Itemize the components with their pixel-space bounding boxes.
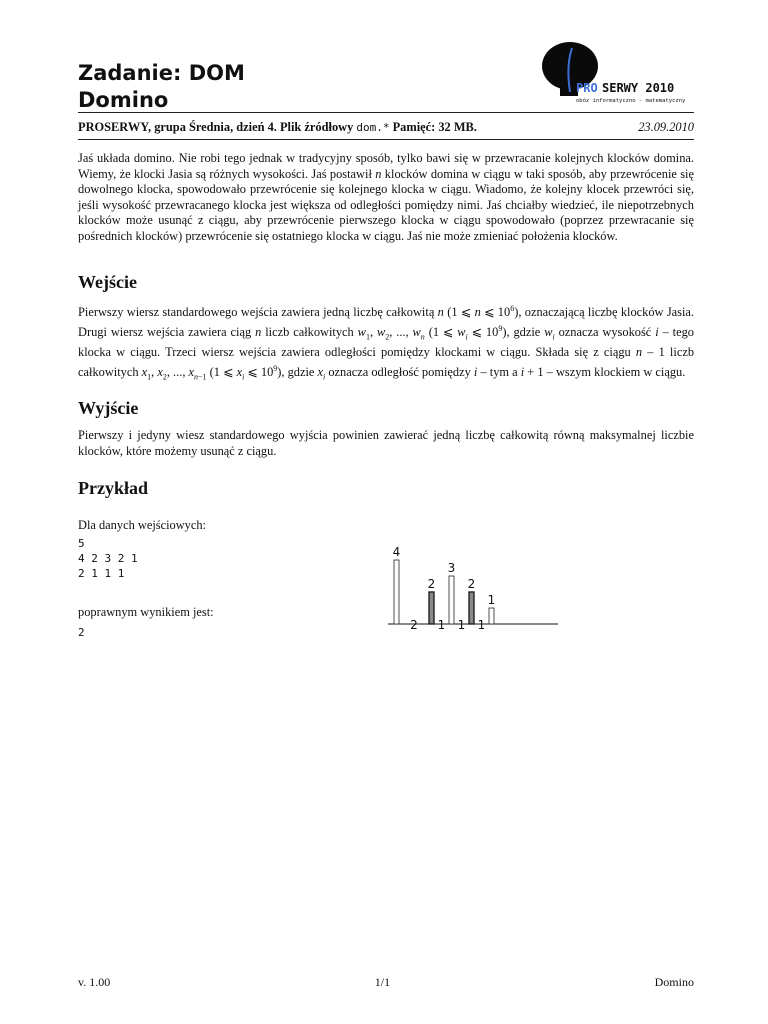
example-input-label: Dla danych wejściowych: — [78, 518, 206, 532]
meta-rule — [78, 139, 694, 140]
example-output: 2 — [78, 626, 85, 639]
domino-height-label: 4 — [392, 545, 401, 559]
domino-block — [449, 576, 454, 624]
task-title: Zadanie: DOM — [78, 61, 245, 85]
domino-gap-label: 1 — [437, 618, 446, 632]
domino-gap-label: 2 — [410, 618, 418, 632]
domino-height-label: 2 — [427, 577, 436, 591]
example-output-label: poprawnym wynikiem jest: — [78, 605, 214, 619]
logo-subtitle: obóz informatyczno - matematyczny — [576, 98, 686, 104]
footer-version: v. 1.00 — [78, 975, 111, 989]
meta-line — [78, 120, 694, 135]
input-heading: Wejście — [78, 272, 137, 292]
domino-height-label: 3 — [447, 561, 456, 575]
domino-gap-label: 1 — [457, 618, 466, 632]
title-block — [78, 60, 245, 114]
logo-serwy: SERWY 2010 — [602, 81, 675, 95]
logo-pro: PRO — [576, 81, 598, 95]
domino-block — [489, 608, 494, 624]
domino-block — [394, 560, 399, 624]
domino-gap-label: 1 — [477, 618, 486, 632]
example-input — [78, 536, 138, 581]
domino-height-label: 2 — [467, 577, 476, 591]
domino-height-label: 1 — [487, 593, 496, 607]
domino-block — [469, 592, 474, 624]
output-heading: Wyjście — [78, 398, 139, 418]
footer-name: Domino — [654, 975, 694, 989]
proserwy-logo — [540, 42, 700, 108]
domino-figure — [380, 510, 580, 640]
footer-page: 1/1 — [374, 975, 391, 989]
footer — [78, 975, 694, 990]
example-input-line: 4 2 3 2 1 — [78, 552, 138, 565]
task-name: Domino — [78, 88, 169, 112]
intro-paragraph: Jaś układa domino. Nie robi tego jednak w tradycyjny sposób, tylko bawi się w przewracanie kolejnych klocków domina. Wiemy, że klocki Jasia są różnych wysokości. Jaś postawił n klocków domina w ciągu w taki sposób, aby przewrócenie się dowolnego klocka, spowodowało przewrócenie się kolejnego klocka w ciągu. Wiadomo, że kolejny klocek przewróci się, jeśli wysokość przewracanego klocka jest większa od odległości pomiędzy nimi. Jaś chciałby wiedzieć, ile niepotrzebnych klocków może usunąć z ciągu, aby przewrócenie pierwszego klocka w ciągu spowodowało (poprzez przewracanie się pośrednich klocków) przewrócenie się ostatniego klocka w ciągu. Jaś nie może zmieniać położenia klocków. — [78, 151, 694, 243]
meta-memory: Pamięć: 32 MB. — [389, 120, 477, 134]
input-paragraph: Pierwszy wiersz standardowego wejścia zawiera jedną liczbę całkowitą n (1 ⩽ n ⩽ $10^6$), oznaczającą liczbę klocków Jasia. Drugi wiersz wejścia zawiera ciąg n liczb całkowitych $w_1$, $w_2$, ..., $w_n$ (1 ⩽ $w_i$ ⩽ $10^9$), gdzie $w_i$ oznacza wysokość i – tego klocka w ciągu. Trzeci wiersz wejścia zawiera odległości pomiędzy klockami w ciągu. Składa się z ciągu n – 1 liczb całkowitych $x_1$, $x_2$, ..., $x_{n-1}$ (1 ⩽ $x_i$ ⩽ $10^9$), gdzie $x_i$ oznacza odległość pomiędzy i – tym a i + 1 – wszym klockiem w ciągu. — [78, 304, 695, 382]
domino-block — [429, 592, 434, 624]
example-heading: Przykład — [78, 478, 148, 498]
meta-date: 23.09.2010 — [638, 120, 694, 134]
meta-group: PROSERWY, grupa Średnia, dzień 4. Plik źródłowy — [78, 120, 357, 134]
header-rule — [78, 112, 694, 113]
example-input-line: 5 — [78, 537, 85, 550]
example-input-line: 2 1 1 1 — [78, 567, 125, 580]
meta-file: dom.* — [356, 121, 390, 134]
output-paragraph: Pierwszy i jedyny wiesz standardowego wyjścia powinien zawierać jedną liczbę całkowitą równą maksymalnej liczbie klocków, które możemy usunąć z ciągu. — [78, 428, 694, 458]
